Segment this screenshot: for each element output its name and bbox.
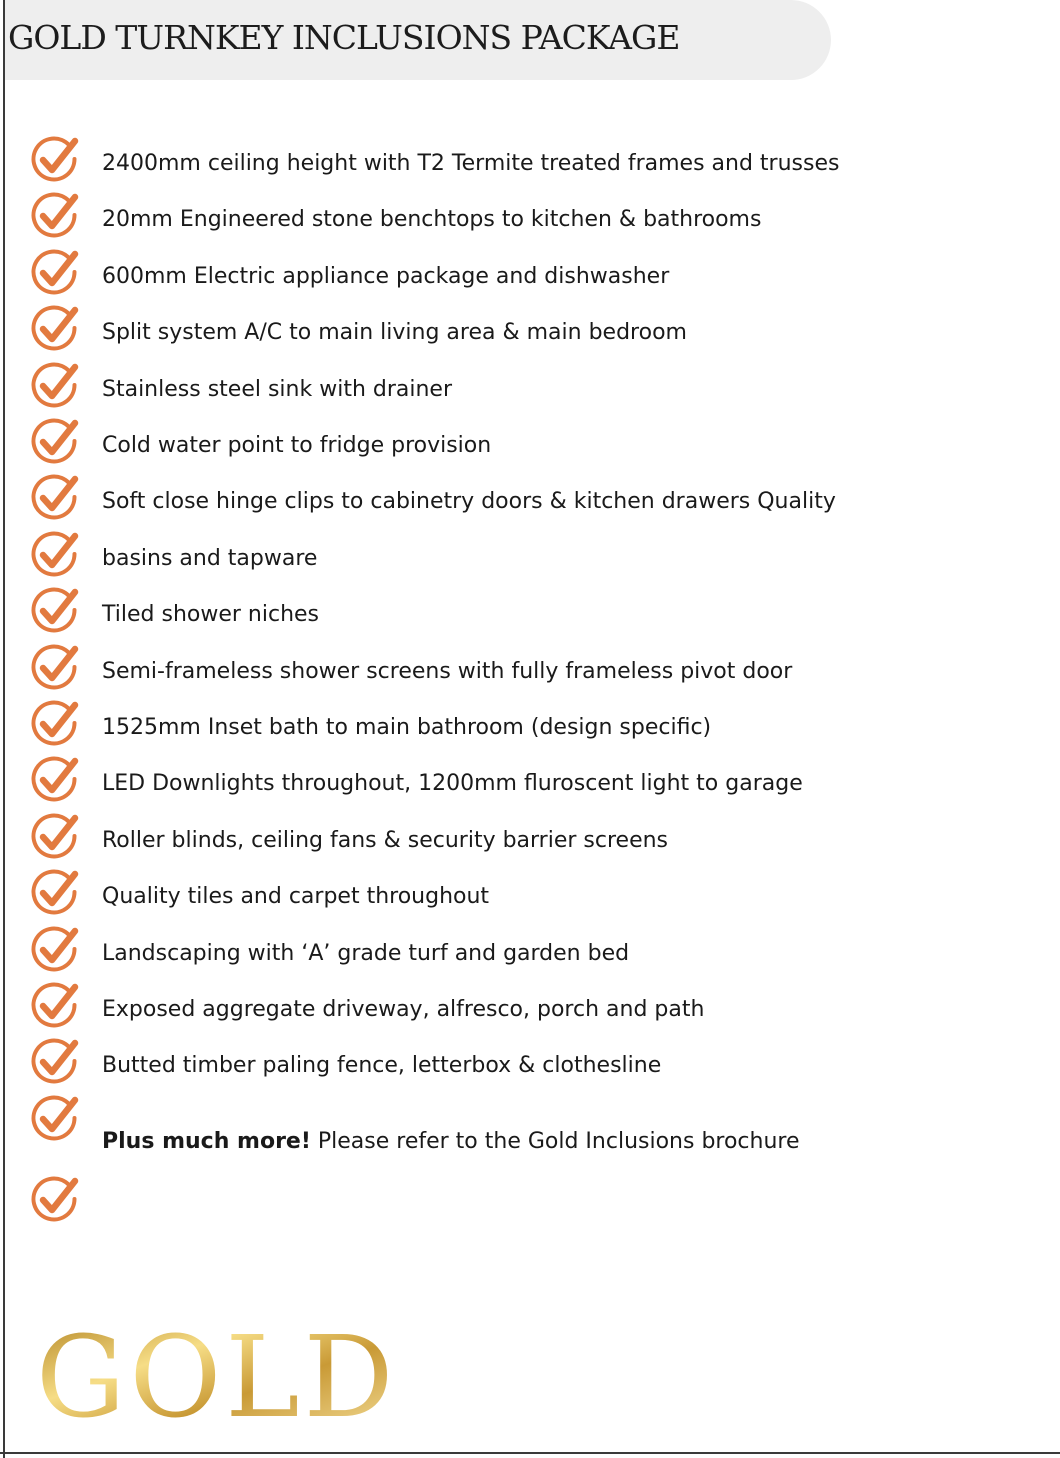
list-item: 20mm Engineered stone benchtops to kitchen & bathrooms: [102, 207, 762, 233]
check-circle-icon: [28, 1091, 84, 1147]
check-circle-icon: [28, 809, 84, 865]
check-circle-icon: [28, 978, 84, 1034]
list-item: LED Downlights throughout, 1200mm fluroscent light to garage: [102, 771, 803, 797]
list-item: 2400mm ceiling height with T2 Termite treated frames and trusses: [102, 151, 840, 176]
check-circle-icon: [28, 1034, 84, 1090]
bottom-border: [0, 1452, 1060, 1454]
check-circle-icon: [28, 245, 84, 301]
list-item: Soft close hinge clips to cabinetry doors & kitchen drawers Quality: [102, 489, 836, 515]
check-circle-icon: [28, 188, 84, 244]
list-item: 600mm Electric appliance package and dishwasher: [102, 263, 670, 289]
closing-text: Please refer to the Gold Inclusions brochure: [310, 1129, 800, 1154]
check-circle-icon: [28, 752, 84, 808]
list-item: Cold water point to fridge provision: [102, 433, 492, 458]
check-circle-icon: [28, 132, 84, 188]
list-item: Quality tiles and carpet throughout: [102, 884, 490, 910]
check-circle-icon: [28, 470, 84, 526]
list-item: Landscaping with ‘A’ grade turf and garden bed: [102, 940, 630, 966]
check-circle-icon: [28, 696, 84, 752]
list-item: Semi-frameless shower screens with fully frameless pivot door: [102, 658, 793, 684]
check-circle-icon: [28, 583, 84, 639]
closing-emphasis: Plus much more!: [102, 1129, 311, 1154]
checkmark-column: [28, 0, 84, 1458]
check-circle-icon: [28, 922, 84, 978]
list-item: Exposed aggregate driveway, alfresco, porch and path: [102, 997, 705, 1022]
list-item: Split system A/C to main living area & main bedroom: [102, 320, 687, 346]
check-circle-icon: [28, 414, 84, 470]
check-circle-icon: [28, 640, 84, 696]
list-item: 1525mm Inset bath to main bathroom (design specific): [102, 715, 712, 740]
left-border: [3, 0, 5, 1458]
logo-wordmark: GOLD: [36, 1326, 398, 1426]
list-item: basins and tapware: [102, 545, 318, 571]
check-circle-icon: [28, 527, 84, 583]
check-circle-icon: [28, 1172, 84, 1228]
check-circle-icon: [28, 301, 84, 357]
closing-note: [102, 1128, 800, 1156]
list-item: Butted timber paling fence, letterbox & clothesline: [102, 1053, 662, 1079]
list-item: Tiled shower niches: [102, 602, 320, 628]
check-circle-icon: [28, 865, 84, 921]
check-circle-icon: [28, 358, 84, 414]
page-title: GOLD TURNKEY INCLUSIONS PACKAGE: [8, 18, 680, 57]
gold-logo: [36, 1326, 446, 1426]
list-item: Stainless steel sink with drainer: [102, 376, 453, 402]
list-item: Roller blinds, ceiling fans & security barrier screens: [102, 827, 669, 853]
